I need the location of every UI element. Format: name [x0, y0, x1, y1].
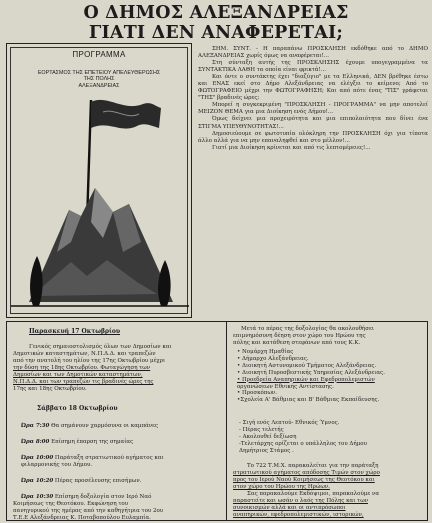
ceremony-step: -Τελετάρχης ορίζεται ο υπάλληλος του Δήμου: [239, 441, 367, 447]
editorial-paragraph: Γιατί μια Διοίκηση κρίνεται και από τις λεπτομέρειες!...: [212, 144, 371, 151]
friday-line: Γενικός σημαιοστολισμός όλων των Δημοσίων και: [29, 344, 172, 350]
event-row: [21, 494, 151, 501]
event-text: πανηγυρικού της ημέρας από την καθηγήτρια του 2ου: [13, 508, 164, 514]
wreath-list-item: • Δήμαρχο Αλεξάνδρειας.: [237, 355, 309, 362]
mountain-flag-illustration: [11, 92, 189, 314]
wreath-list-item: • Προσκόπων.: [237, 390, 278, 397]
headline-line-1: Ο ΔΗΜΟΣ ΑΛΕΞΑΝΔΡΕΙΑΣ: [83, 3, 349, 23]
editorial-note: [198, 46, 428, 152]
event-row: [13, 501, 128, 508]
ceremony-step: Δημήτριος Στάμος .: [239, 448, 294, 454]
event-text: φιλαρμονικής του Δήμου.: [21, 462, 93, 468]
wreath-list-item: • Νομάρχη Ημαθίας: [237, 349, 294, 355]
event-text: Πέρας προσέλευσης επισήμων.: [54, 478, 142, 484]
closing-line: στον χώρο του Ηρώου της Ηρώων.: [233, 484, 330, 490]
event-row: [21, 455, 164, 462]
poster-subtitle: [21, 70, 177, 89]
event-row: [21, 478, 141, 485]
ceremony-step: - Πέρας τελετής: [239, 427, 284, 433]
friday-line: την δύση της 18ης Οκτωβρίου. Φωταγώγηση των: [13, 365, 151, 371]
event-text: Επίσημη έπαρση της σημαίας: [51, 439, 134, 445]
friday-line: Δημοσίων και των Δημοτικών καταστημάτων,: [13, 372, 143, 378]
event-row: [21, 423, 158, 430]
closing-line: αναπηρικών, εφεδροπολεμιστικών, ιστορικών,: [233, 512, 364, 518]
friday-title: Παρασκευή 17 Οκτωβρίου: [29, 328, 121, 335]
editorial-paragraph: ΣΗΜ. ΣΥΝΤ. - Η παραπάνω ΠΡΟΣΚΛΗΣΗ εκδόθηκε από το ΔΗΜΟ ΑΛΕΞΑΝΔΡΕΙΑΣ χωρίς όμως να αναφέρεται!...: [198, 46, 428, 60]
event-time: Ώρα 10:30: [21, 494, 54, 500]
editorial-paragraph: Μπορεί η συγκεκριμένη "ΠΡΟΣΚΛΗΣΗ - ΠΡΟΓΡΑΜΜΑ" να μην αποτελεί ΜΕΙΖΟΝ ΘΕΜΑ για μια Διοίκηση ενός Δήμου!...: [198, 102, 428, 116]
event-time: Ώρα 8:00: [21, 439, 50, 445]
closing-line: συνοικισμών αλλά και οι αντιπρόσωποι: [233, 505, 346, 511]
closing-line: στρατιωτικού αγήματος απόδοσης Τιμών στον χώρο: [233, 470, 380, 476]
event-text: Θα σημάνουν χαρμόσυνα οι καμπάνες: [51, 423, 159, 429]
ceremony-intro-line: επιμνημόσυνη δέηση στον χώρο του Ηρώου της: [233, 333, 366, 339]
ceremony-box: [226, 321, 428, 521]
friday-line: από την ανατολή του ηλίου της 17ης Οκτωβρίου μέχρι: [13, 358, 166, 364]
saturday-title: Σάββατο 18 Οκτωβρίου: [37, 405, 118, 412]
event-text: Τ.Ε.Ε Αλεξάνδρειας Κ. Ποταβοπούλου Ευλαμπία.: [13, 515, 151, 521]
closing-line: παραστείτε και ωσάν ο λαός της Πόλης και των: [233, 498, 369, 504]
editorial-paragraph: Όμως δείχνει μια προχειρότητα και μια επιπολαιότητα που δίνει ένα ΣΤΙΓΜΑ ΥΠΕΥΘΥΝΟΤΗΤΑΣ!...: [198, 116, 428, 130]
friday-line: 17ης και 18ης Οκτωβρίου.: [13, 386, 87, 392]
friday-line: Δημοτικών καταστημάτων, Ν.Π.Δ.Δ. και τραπεζών: [13, 351, 156, 357]
poster-title: ΠΡΟΓΡΑΜΜΑ: [72, 50, 126, 59]
ceremony-intro-line: Μετά το πέρας της δοξολογίας θα ακολουθήσει: [241, 326, 374, 332]
event-row: [21, 462, 92, 469]
editorial-paragraph: Στη σύνταξη αυτής της ΠΡΟΣΚΛΗΣΗΣ έχουμε υπογεγραμμένα τα ΣΥΝΤΑΚΤΙΚΑ ΛΑΘΗ τα οποία είναι φρικτά!...: [198, 60, 428, 74]
wreath-list-item: •Σχολεία Α' Βάθμιας και Β' Βάθμιας Εκπαίδευσης.: [237, 397, 380, 404]
ceremony-intro-line: πόλης και κατάθεση στεφάνων από τους Κ.Κ.: [233, 340, 361, 346]
event-row: [21, 439, 133, 446]
wreath-list-item: • Προεδρεία Αναπηρικών και Εφεδροπολεμιστών: [237, 376, 375, 383]
closing-line: Το 722 Τ.Μ.Χ. παρακαλείται για την παράταξη: [247, 463, 379, 469]
event-text: Παράταξη στρατιωτικού αγήματος και: [54, 455, 164, 461]
schedule-box: [6, 321, 232, 521]
event-time: Ώρα 7:30: [21, 423, 50, 429]
event-row: [13, 508, 163, 515]
closing-line: Σας παρακαλούμε Εκδόψιμοι, παρακαλούμε να: [247, 491, 380, 497]
ceremony-step: - Ακολουθεί δεξίωση: [239, 434, 297, 440]
event-row: [13, 515, 151, 522]
friday-line: Ν.Π.Δ.Δ. και των τραπεζών τις βραδινές ώρες της: [13, 379, 154, 385]
event-time: Ώρα 10:20: [21, 478, 54, 484]
poster-frame: [10, 47, 188, 314]
editorial-paragraph: Και όντε ο συντάκτης έχει "διαζύγιο" με τα Ελληνικά, ΔΕΝ βρέθηκε έστω και ΕΝΑΣ εκεί στο Δήμο Αλεξάνδρειας να ελέγξει το κείμενο; Από το ΦΩΤΟΓΡΑΦΕΙΟ μέχρι την ΦΩΤΟΓΡΑΦΗΣΗ; Και από πότε ένας "ΤΙΣ" γράφεται "ΤΗΣ" βραδινές ώρες;: [198, 74, 428, 102]
poster-subtitle-line: ΤΗΣ ΠΟΛΗΣ: [83, 76, 115, 83]
wreath-list-item: • Διοικητή Αστυνομικού Τμήματος Αλεξάνδρειας.: [237, 362, 377, 369]
event-text: Επίσημη δοξολογία στον Ιερό Ναό: [54, 494, 152, 500]
ceremony-step: - Σιγή ενός Λεπτού- Εθνικός Ύμνος.: [239, 420, 340, 426]
editorial-paragraph: Δημοσιεύουμε σε φωτοτυπία ολόκληρη την ΠΡΟΣΚΛΗΣΗ όχι για τίποτα άλλο αλλά για να μην επαναληφθεί και στο μέλλον!...: [198, 130, 428, 144]
poster-subtitle-line: ΑΛΕΞΑΝΔΡΕΙΑΣ: [78, 82, 120, 89]
wreath-list-item: οργανώσεων Εθνικής Αντίστασης.: [237, 383, 334, 390]
event-time: Ώρα 10:00: [21, 455, 54, 461]
headline-line-2: ΓΙΑΤΙ ΔΕΝ ΑΝΑΦΕΡΕΤΑΙ;: [88, 23, 344, 43]
wreath-list: [237, 349, 385, 404]
wreath-list-item: • Διοικητή Πυροσβεστικής Υπηρεσίας Αλεξάνδρειας.: [237, 369, 385, 376]
program-poster: [6, 43, 192, 318]
closing-line: προς του Ιερού Ναού Κοιμήσεως της Θεοτόκου και: [233, 477, 375, 483]
event-text: Κοιμήσεως της Θεοτόκου. Εκφώνηση του: [13, 501, 129, 507]
poster-subtitle-line: ΕΟΡΤΑΣΜΟΣ ΤΗΣ ΕΠΕΤΕΙΟΥ ΑΠΕΛΕΥΘΕΡΩΣΗΣ: [37, 70, 161, 76]
